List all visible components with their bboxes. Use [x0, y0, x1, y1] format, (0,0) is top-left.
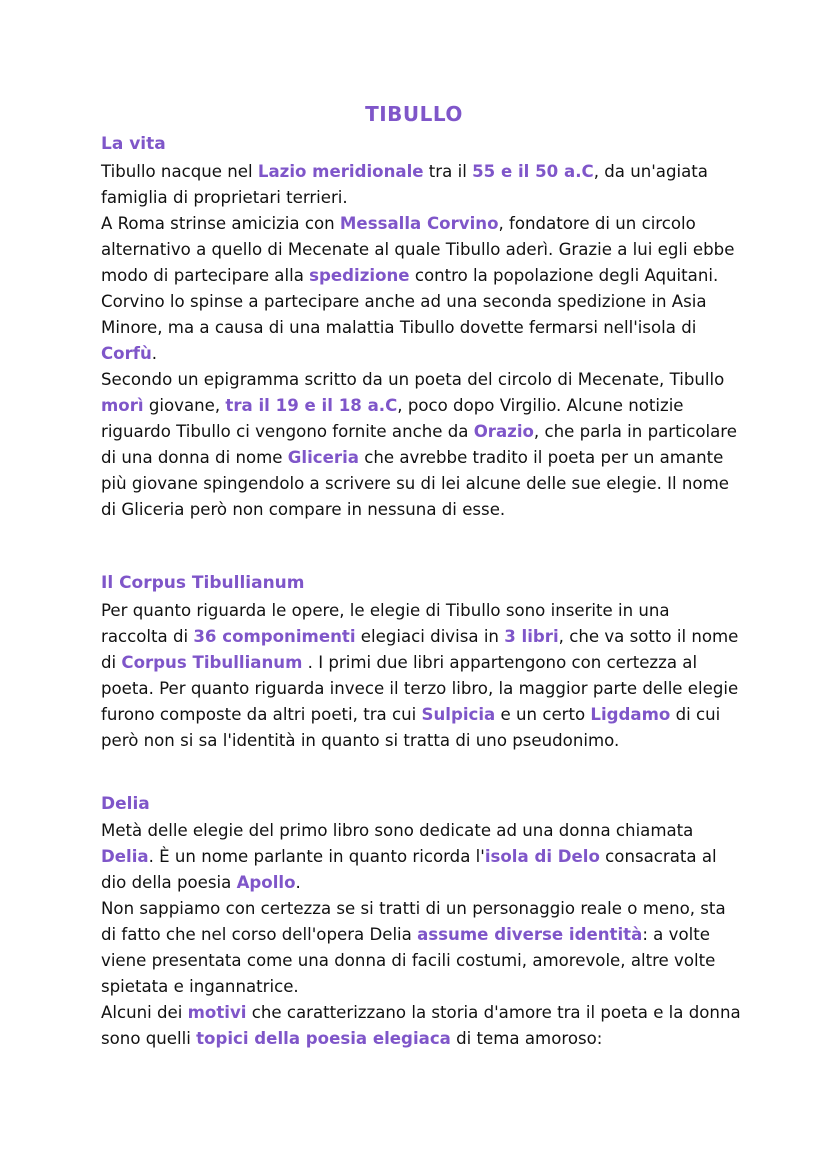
- text-run: A Roma strinse amicizia con: [101, 214, 340, 233]
- paragraph: [101, 1000, 741, 1052]
- section-heading-delia: Delia: [101, 794, 150, 814]
- paragraph: [101, 367, 741, 523]
- text-run: .: [295, 873, 301, 892]
- highlighted-term: Lazio meridionale: [257, 162, 424, 181]
- text-run: , da un'agiata famiglia di proprietari terrieri.: [101, 162, 708, 207]
- text-run: , fondatore di un circolo alternativo a quello di Mecenate al quale Tibullo aderì. Grazie a lui egli ebbe modo di partecipare alla: [101, 214, 735, 285]
- text-run: di tema amoroso:: [450, 1029, 603, 1048]
- text-run: che caratterizzano la storia d'amore tra il poeta e la donna sono quelli: [101, 1003, 741, 1048]
- text-run: Tibullo nacque nel: [101, 162, 258, 181]
- paragraph: [101, 159, 741, 211]
- text-run: e un certo: [495, 705, 591, 724]
- text-run: Secondo un epigramma scritto da un poeta del circolo di Mecenate, Tibullo: [101, 370, 725, 389]
- text-run: che avrebbe tradito il poeta per un amante più giovane spingendolo a scrivere su di lei alcune delle sue elegie. Il nome di Gliceria però non compare in nessuna di esse.: [101, 448, 729, 519]
- highlighted-term: spedizione: [309, 266, 410, 285]
- paragraph: [101, 818, 741, 896]
- text-run: consacrata al dio della poesia: [101, 847, 717, 892]
- text-run: Non sappiamo con certezza se si tratti di un personaggio reale o meno, sta di fatto che nel corso dell'opera Delia: [101, 899, 726, 944]
- highlighted-term: Messalla Corvino: [339, 214, 499, 233]
- text-run: Alcuni dei: [101, 1003, 188, 1022]
- highlighted-term: Sulpicia: [421, 705, 496, 724]
- text-run: . I primi due libri appartengono con certezza al poeta. Per quanto riguarda invece il terzo libro, la maggior parte delle elegie furono composte da altri poeti, tra cui: [101, 653, 739, 724]
- highlighted-term: 36 componimenti: [193, 627, 356, 646]
- highlighted-term: Corfù: [101, 344, 152, 363]
- text-run: , che parla in particolare di una donna di nome: [101, 422, 737, 467]
- text-run: contro la popolazione degli Aquitani. Corvino lo spinse a partecipare anche ad una seconda spedizione in Asia Minore, ma a causa di una malattia Tibullo dovette fermarsi nell'isola di: [101, 266, 719, 337]
- highlighted-term: Corpus Tibullianum: [121, 653, 303, 672]
- highlighted-term: Ligdamo: [590, 705, 671, 724]
- highlighted-term: morì: [101, 396, 144, 415]
- highlighted-term: Apollo: [236, 873, 296, 892]
- paragraph: [101, 211, 741, 367]
- text-run: , poco dopo Virgilio. Alcune notizie riguardo Tibullo ci vengono fornite anche da: [101, 396, 684, 441]
- highlighted-term: assume diverse identità: [417, 925, 643, 944]
- text-run: giovane,: [143, 396, 226, 415]
- highlighted-term: tra il 19 e il 18 a.C: [225, 396, 398, 415]
- highlighted-term: topici della poesia elegiaca: [196, 1029, 451, 1048]
- text-run: tra il: [423, 162, 473, 181]
- page-title: TIBULLO: [365, 102, 463, 126]
- text-run: di cui però non si sa l'identità in quanto si tratta di uno pseudonimo.: [101, 705, 721, 750]
- text-run: .: [151, 344, 158, 363]
- highlighted-term: 55 e il 50 a.C: [472, 162, 594, 181]
- text-run: elegiaci divisa in: [355, 627, 505, 646]
- section-heading-corpus-tibullianum: Il Corpus Tibullianum: [101, 573, 305, 593]
- highlighted-term: 3 libri: [504, 627, 559, 646]
- highlighted-term: Orazio: [473, 422, 534, 441]
- text-run: : a volte viene presentata come una donna di facili costumi, amorevole, altre volte spietata e ingannatrice.: [101, 925, 716, 996]
- highlighted-term: Gliceria: [287, 448, 359, 467]
- text-run: Per quanto riguarda le opere, le elegie di Tibullo sono inserite in una raccolta di: [101, 601, 670, 646]
- text-run: Metà delle elegie del primo libro sono dedicate ad una donna chiamata: [101, 821, 694, 840]
- highlighted-term: isola di Delo: [484, 847, 600, 866]
- highlighted-term: Delia: [101, 847, 149, 866]
- text-run: , che va sotto il nome di: [101, 627, 739, 672]
- paragraph: [101, 896, 741, 1000]
- section-heading-la-vita: La vita: [101, 134, 166, 154]
- paragraph: [101, 598, 741, 754]
- highlighted-term: motivi: [187, 1003, 247, 1022]
- text-run: . È un nome parlante in quanto ricorda l': [148, 847, 485, 866]
